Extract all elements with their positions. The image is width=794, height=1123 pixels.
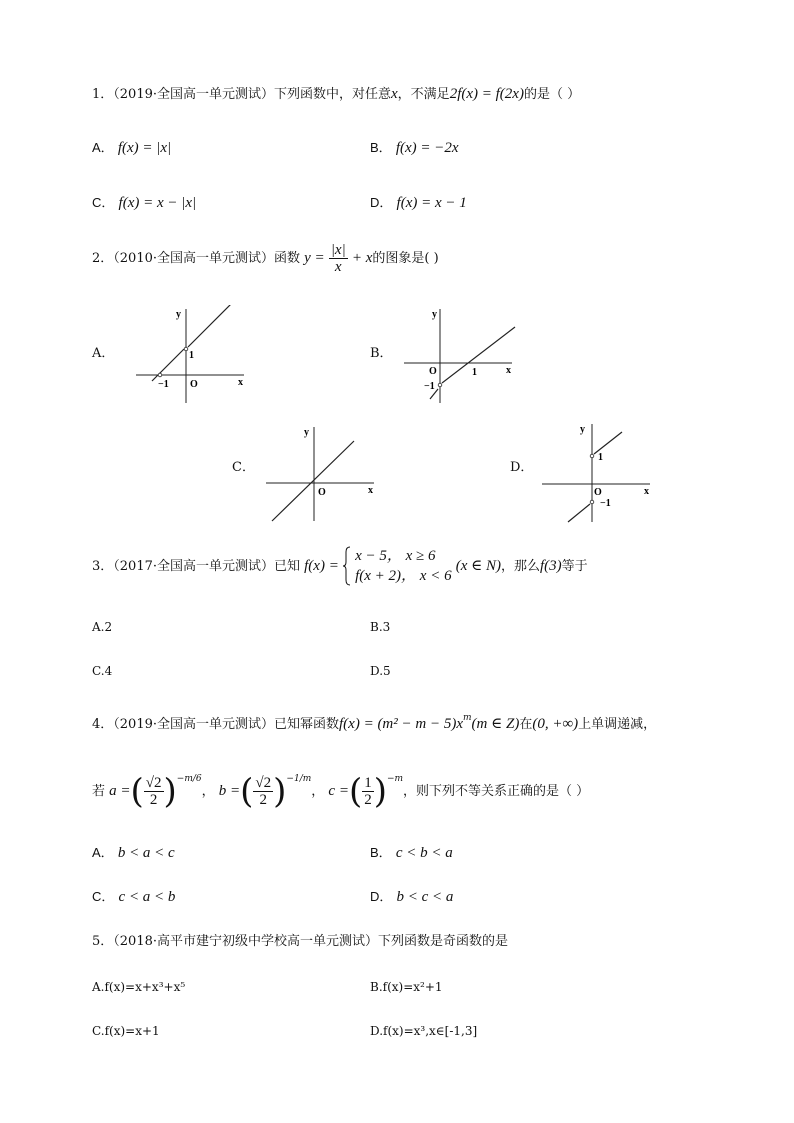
q4-option-d: D． b < c < a <box>370 889 454 905</box>
q1-option-a: A． f(x) = |x| <box>92 140 172 156</box>
tick-label: 1 <box>189 350 194 361</box>
q2-option-c-label: C． <box>232 460 255 475</box>
q1-option-b: B． f(x) = −2x <box>370 140 459 156</box>
axis-y-label: y <box>432 309 437 320</box>
q5-stem: 5．（2018·高平市建宁初级中学校高一单元测试）下列函数是奇函数的是 <box>92 934 508 949</box>
q3-option-a: A.2 <box>92 620 113 634</box>
q1-stem: 1．（2019·全国高一单元测试）下列函数中，对任意x，不满足2f(x) = f(2x)的是（ ） <box>92 86 581 102</box>
origin-label: O <box>318 487 326 498</box>
q2-graph-a <box>132 305 252 409</box>
q4-stem-line2: 若 a =( $\frac{√2}{2}$ )$^{-m/6}$， b =( $\frac{√2}{2}$ )$^{-1/m}$， c =( $\frac{1}{2}$ )$^{-m}$，则下列不等关系正确的是（ ） <box>92 771 590 812</box>
q2-fraction: $\frac{|x|}{x}$ <box>330 242 346 275</box>
q5-option-a: A.f(x)=x+x³+x⁵ <box>92 980 186 994</box>
q2-option-d-label: D． <box>510 460 534 475</box>
axis-x-label: x <box>368 485 373 496</box>
q3-option-b: B.3 <box>370 620 391 634</box>
q3-option-c: C.4 <box>92 664 113 678</box>
q4-option-b: B． c < b < a <box>370 845 453 861</box>
q4-stem-line1: 4．（2019·全国高一单元测试）已知幂函数$f(x) = (m^2 - m - 5)x^m(m$ ∈ Z)在(0, +∞)上单调递减， <box>92 713 657 732</box>
tick-label: 1 <box>472 367 477 378</box>
q4-option-a: A． b < a < c <box>92 845 175 861</box>
q1-option-d: D． f(x) = x − 1 <box>370 195 467 211</box>
origin-label: O <box>594 487 602 498</box>
axis-y-label: y <box>580 424 585 435</box>
q5-option-c: C.f(x)=x+1 <box>92 1024 160 1038</box>
q3-option-d: D.5 <box>370 664 391 678</box>
axis-y-label: y <box>176 309 181 320</box>
q1-option-c: C． f(x) = x − |x| <box>92 195 197 211</box>
q5-option-b: B.f(x)=x²+1 <box>370 980 443 994</box>
q3-piecewise: x − 5， x ≥ 6 f(x + 2)， x < 6 <box>343 545 452 589</box>
tick-label: −1 <box>600 498 611 509</box>
q2-graph-b <box>400 305 520 409</box>
q2-graph-d <box>538 420 658 528</box>
tick-label: −1 <box>158 379 169 390</box>
q2-option-b-label: B． <box>370 346 393 361</box>
axis-y-label: y <box>304 427 309 438</box>
axis-x-label: x <box>644 486 649 497</box>
q2-stem: 2．（2010·全国高一单元测试）函数 y = $\frac{|x|}{x}$ + x的图象是( ) <box>92 242 439 275</box>
tick-label: 1 <box>598 452 603 463</box>
q2-graph-c <box>262 423 382 527</box>
origin-label: O <box>190 379 198 390</box>
axis-x-label: x <box>238 377 243 388</box>
origin-label: O <box>429 366 437 377</box>
q4-option-c: C． c < a < b <box>92 889 176 905</box>
q5-option-d: D.f(x)=x³,x∈[-1,3] <box>370 1024 478 1038</box>
axis-x-label: x <box>506 365 511 376</box>
q3-stem: 3．（2017·全国高一单元测试）已知 f(x) = x − 5， x ≥ 6 f(x + 2)， x < 6 (x ∈ N)，那么f(3)等于 <box>92 544 588 588</box>
tick-label: −1 <box>424 381 435 392</box>
q2-option-a-label: A． <box>92 346 115 361</box>
